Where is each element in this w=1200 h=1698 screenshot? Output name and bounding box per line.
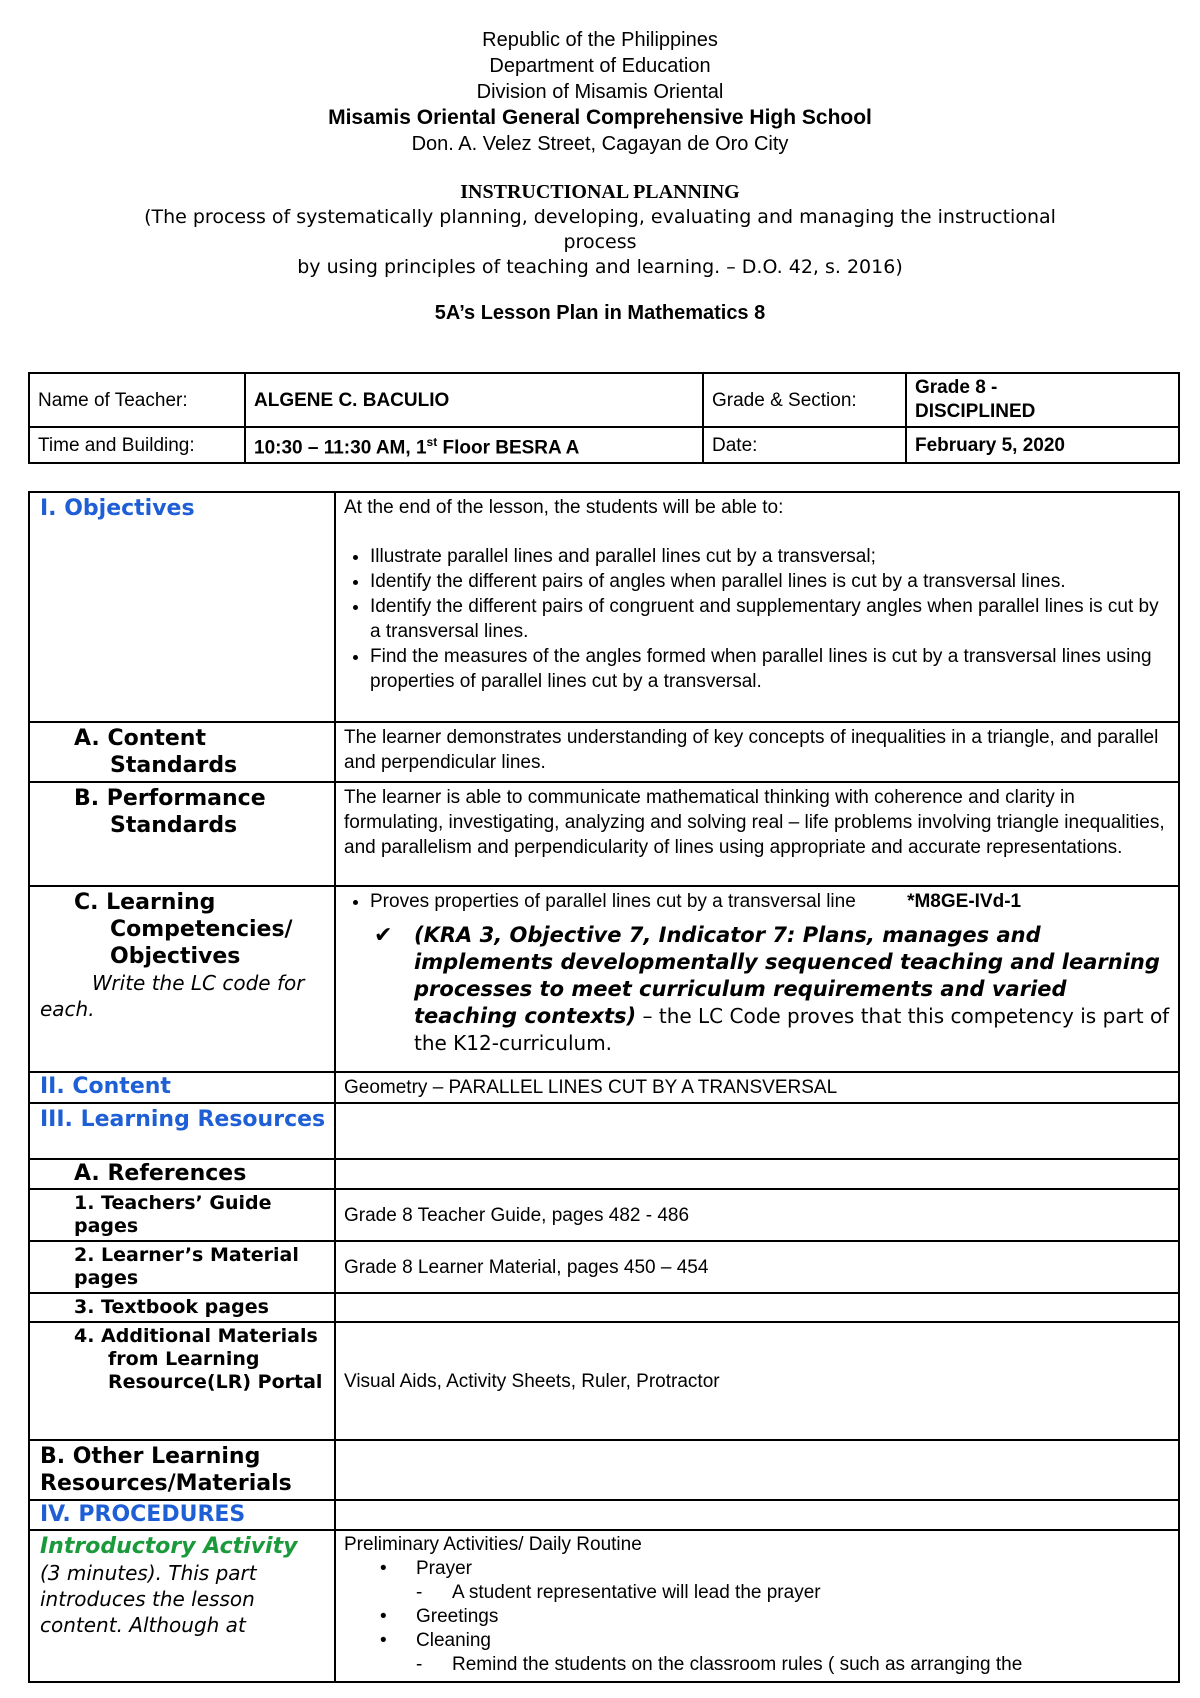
row-content-standards (29, 722, 1179, 782)
content-standards: The learner demonstrates understanding of key concepts of inequalities in a triangle, and parallel and perpendicular lines. (335, 722, 1179, 782)
kra-bold-text: (KRA 3, Objective 7, Indicator 7: Plans, manages and implements developmentally sequenced teaching and learning processes to meet curriculum requirements and varied teaching contexts) (414, 923, 1160, 1028)
row-learning-resources (29, 1103, 1179, 1159)
check-icon: ✔ (374, 922, 393, 947)
row-performance-standards (29, 782, 1179, 886)
content-standards-label (29, 722, 335, 782)
teacher-name: ALGENE C. BACULIO (245, 373, 703, 427)
time-text: 10:30 – 11:30 AM, 1 (254, 437, 427, 459)
other-resources-value (335, 1440, 1179, 1500)
content-value: Geometry – PARALLEL LINES CUT BY A TRANSVERSAL (335, 1072, 1179, 1103)
school-address: Don. A. Velez Street, Cagayan de Oro City (411, 133, 789, 155)
references-value (335, 1159, 1179, 1189)
competencies-label-cell (29, 886, 335, 1072)
intro-label: Introductory Activity (40, 1534, 298, 1559)
objectives-list (344, 544, 1170, 694)
textbook-label: 3. Textbook pages (29, 1293, 335, 1322)
kra-note (344, 922, 1170, 1057)
lc-code: *M8GE-IVd-1 (907, 891, 1022, 912)
intro-note: (3 minutes). This part introduces the lesson content. Although at (40, 1561, 257, 1637)
additional-materials-label: 4. Additional Materials from Learning Resource(LR) Portal (29, 1322, 335, 1440)
competencies-cell (335, 886, 1179, 1072)
routine-prayer-detail: - A student representative will lead the prayer (416, 1582, 821, 1603)
introductory-cell (335, 1530, 1179, 1682)
row-teachers-guide (29, 1189, 1179, 1241)
row-procedures (29, 1500, 1179, 1530)
lc-label-2: Competencies/ (110, 917, 293, 942)
routine-prayer: • Prayer (380, 1558, 472, 1579)
learners-material-value: Grade 8 Learner Material, pages 450 – 454 (335, 1241, 1179, 1293)
row-textbook (29, 1293, 1179, 1322)
info-row-time (29, 427, 1179, 463)
objective-item-1: • Illustrate parallel lines and parallel lines cut by a transversal; (370, 544, 1170, 569)
content-std-label-2: Standards (110, 753, 238, 778)
row-learners-material (29, 1241, 1179, 1293)
header-division: Division of Misamis Oriental (476, 81, 724, 103)
time-sup: st (426, 435, 438, 449)
content-std-label-1: A. Content (74, 726, 206, 751)
teachers-guide-value: Grade 8 Teacher Guide, pages 482 - 486 (335, 1189, 1179, 1241)
header-department: Department of Education (489, 55, 711, 77)
teachers-guide-label: 1. Teachers’ Guide pages (29, 1189, 335, 1241)
performance-standards: The learner is able to communicate mathematical thinking with coherence and clarity in formulating, investigating, analyzing and solving real – life problems involving triangle inequalities, and parallelism and perpendicularity of lines using appropriate and accurate representations. (335, 782, 1179, 886)
date-label: Date: (703, 427, 906, 463)
time-label: Time and Building: (29, 427, 245, 463)
header-republic: Republic of the Philippines (482, 29, 718, 51)
lc-label-3: Objectives (110, 944, 241, 969)
objectives-label: I. Objectives (29, 492, 335, 722)
prayer-text: Prayer (416, 1558, 472, 1579)
teacher-info-table (28, 372, 1180, 464)
row-other-resources (29, 1440, 1179, 1500)
objectives-intro: At the end of the lesson, the students will be able to: (344, 497, 784, 518)
objective-item-2: • Identify the different pairs of angles when parallel lines is cut by a transversal lines. (370, 569, 1170, 594)
preliminary-activities: Preliminary Activities/ Daily Routine (344, 1534, 642, 1555)
cleaning-text: Cleaning (416, 1630, 491, 1651)
document-header (0, 27, 1200, 326)
competency-item (370, 889, 1170, 914)
cleaning-detail-text: Remind the students on the classroom rules ( such as arranging the (452, 1654, 1023, 1675)
row-content (29, 1072, 1179, 1103)
textbook-value (335, 1293, 1179, 1322)
perf-std-label-2: Standards (110, 813, 238, 838)
routine-greetings: • Greetings (380, 1606, 499, 1627)
competency-text: Proves properties of parallel lines cut by a transversal line (370, 891, 856, 912)
greetings-text: Greetings (416, 1606, 499, 1627)
content-label: II. Content (29, 1072, 335, 1103)
row-additional-materials (29, 1322, 1179, 1440)
building-text: Floor BESRA A (437, 437, 580, 459)
objectives-cell (335, 492, 1179, 722)
time-building (245, 427, 703, 463)
row-objectives (29, 492, 1179, 722)
planning-title: INSTRUCTIONAL PLANNING (460, 181, 740, 203)
row-introductory-activity (29, 1530, 1179, 1682)
learners-material-label: 2. Learner’s Material pages (29, 1241, 335, 1293)
grade-section (906, 373, 1179, 427)
performance-standards-label (29, 782, 335, 886)
procedures-label: IV. PROCEDURES (29, 1500, 335, 1530)
other-resources-label: B. Other Learning Resources/Materials (29, 1440, 335, 1500)
perf-std-label-1: B. Performance (74, 786, 266, 811)
introductory-label-cell (29, 1530, 335, 1682)
lc-label-1: C. Learning (74, 890, 216, 915)
routine-cleaning: • Cleaning (380, 1630, 491, 1651)
routine-cleaning-detail: - Remind the students on the classroom rules ( such as arranging the (416, 1654, 1023, 1675)
lesson-plan-table (28, 491, 1180, 1683)
planning-desc-2: by using principles of teaching and learning. – D.O. 42, s. 2016) (297, 256, 903, 278)
kra-rest-text: – the LC Code proves that this competency is part of the K12-curriculum. (414, 1004, 1170, 1055)
planning-description (0, 205, 1200, 280)
school-name: Misamis Oriental General Comprehensive High School (328, 106, 872, 129)
planning-desc-1: (The process of systematically planning, developing, evaluating and managing the instructional process (144, 206, 1056, 253)
teacher-label: Name of Teacher: (29, 373, 245, 427)
grade-line-1: Grade 8 - (915, 377, 998, 398)
lc-note: Write the LC code for each. (40, 971, 305, 1021)
resources-label: III. Learning Resources (29, 1103, 335, 1159)
info-row-teacher (29, 373, 1179, 427)
competency-list (344, 889, 1170, 914)
additional-materials-value: Visual Aids, Activity Sheets, Ruler, Protractor (335, 1322, 1179, 1440)
objective-item-4: • Find the measures of the angles formed when parallel lines is cut by a transversal lines using properties of parallel lines cut by a transversal. (370, 644, 1170, 694)
date-value: February 5, 2020 (906, 427, 1179, 463)
resources-value (335, 1103, 1179, 1159)
references-label: A. References (29, 1159, 335, 1189)
procedures-value (335, 1500, 1179, 1530)
grade-label: Grade & Section: (703, 373, 906, 427)
prayer-detail-text: A student representative will lead the prayer (452, 1582, 821, 1603)
lesson-title: 5A’s Lesson Plan in Mathematics 8 (434, 302, 766, 324)
row-competencies (29, 886, 1179, 1072)
objective-item-3: • Identify the different pairs of congruent and supplementary angles when parallel lines is cut by a transversal lines. (370, 594, 1170, 644)
row-references (29, 1159, 1179, 1189)
grade-line-2: DISCIPLINED (915, 401, 1036, 422)
